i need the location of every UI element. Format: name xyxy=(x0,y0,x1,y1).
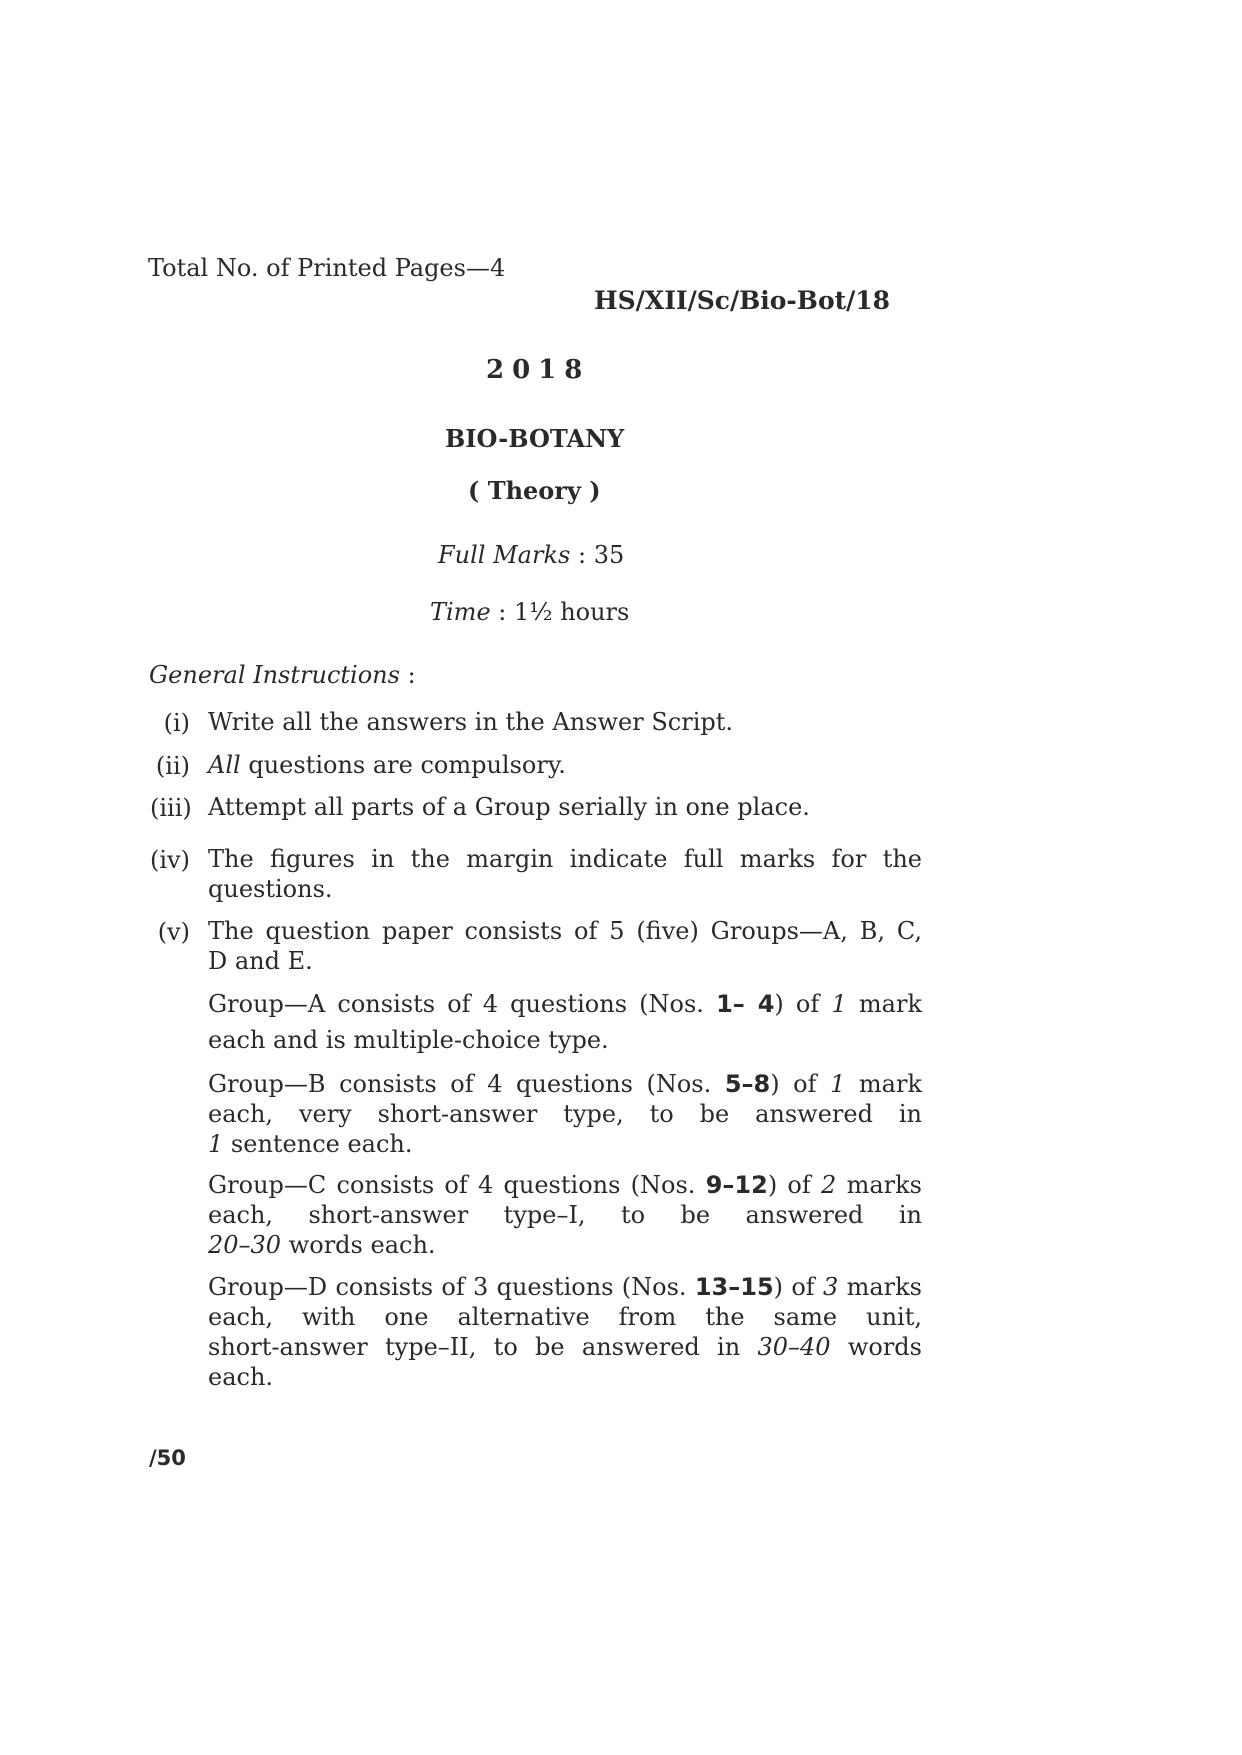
instruction-number: (v) xyxy=(157,918,190,946)
marks-word: mark xyxy=(858,1070,923,1098)
group-text: Group—C consists of 4 questions (Nos. xyxy=(208,1171,696,1199)
page-footer-code: /50 xyxy=(149,1446,186,1470)
time-label: Time xyxy=(430,598,491,626)
group-line: each. xyxy=(208,1363,274,1391)
instructions-heading xyxy=(149,661,416,689)
instruction-text: questions are compulsory. xyxy=(248,751,566,779)
full-marks-label: Full Marks xyxy=(438,541,571,569)
marks-value: 1 xyxy=(831,990,847,1018)
marks-word: marks xyxy=(846,1273,922,1301)
time-separator: : xyxy=(498,598,507,626)
marks-value: 3 xyxy=(822,1273,839,1301)
instruction-emphasis: All xyxy=(208,751,241,779)
full-marks-value: 35 xyxy=(593,541,625,569)
instructions-heading-text: General Instructions xyxy=(149,661,400,689)
instruction-item xyxy=(208,750,922,780)
instruction-line: The question paper consists of 5 (five) Groups—A, B, C, xyxy=(208,917,922,945)
group-line xyxy=(208,1129,922,1159)
instruction-item: Write all the answers in the Answer Script. xyxy=(208,708,733,736)
group-text: short-answer type–II, to be answered in xyxy=(208,1333,741,1361)
instruction-line: The figures in the margin indicate full marks for the xyxy=(208,845,922,873)
instruction-line: questions. xyxy=(208,875,333,903)
marks-word: mark xyxy=(858,990,922,1018)
group-text: ) of xyxy=(774,990,820,1018)
marks-value: 2 xyxy=(821,1171,837,1199)
time-value: 1½ hours xyxy=(514,598,630,626)
group-line xyxy=(208,1069,922,1099)
instructions-heading-separator: : xyxy=(407,661,416,689)
group-line xyxy=(208,1332,922,1362)
group-text: words each. xyxy=(288,1231,436,1259)
instruction-number: (iii) xyxy=(150,794,192,822)
paper-type: ( Theory ) xyxy=(468,476,601,505)
group-line xyxy=(208,1170,922,1200)
exam-time xyxy=(430,598,629,626)
group-text: ) of xyxy=(773,1273,815,1301)
group-text: ) of xyxy=(767,1171,811,1199)
full-marks xyxy=(438,541,624,569)
group-line: each, with one alternative from the same unit, xyxy=(208,1303,922,1331)
question-range: 5–8 xyxy=(724,1070,771,1098)
group-text: ) of xyxy=(770,1070,817,1098)
exam-year: 2018 xyxy=(486,355,591,385)
group-line xyxy=(208,1230,922,1260)
question-range: 1– 4 xyxy=(716,990,775,1018)
instruction-number: (iv) xyxy=(150,846,190,874)
group-d-description xyxy=(208,1272,922,1392)
instruction-item: Attempt all parts of a Group serially in one place. xyxy=(208,793,810,821)
question-range: 9–12 xyxy=(705,1171,768,1199)
group-text: words xyxy=(847,1333,922,1361)
group-line: each, very short-answer type, to be answered in xyxy=(208,1100,922,1128)
instruction-number: (i) xyxy=(163,709,190,737)
group-text: Group—D consists of 3 questions (Nos. xyxy=(208,1273,687,1301)
instruction-item xyxy=(208,916,922,976)
instruction-item xyxy=(208,844,922,904)
group-text: Group—B consists of 4 questions (Nos. xyxy=(208,1070,712,1098)
sentence-count: 1 xyxy=(208,1130,224,1158)
word-range: 30–40 xyxy=(757,1333,831,1361)
total-printed-pages: Total No. of Printed Pages—4 xyxy=(148,254,506,282)
instruction-line: D and E. xyxy=(208,947,313,975)
marks-word: marks xyxy=(846,1171,922,1199)
paper-code: HS/XII/Sc/Bio-Bot/18 xyxy=(594,286,891,315)
group-line: each, short-answer type–I, to be answered in xyxy=(208,1201,922,1229)
group-text: sentence each. xyxy=(230,1130,413,1158)
group-text: Group—A consists of 4 questions (Nos. xyxy=(208,990,704,1018)
word-range: 20–30 xyxy=(208,1231,282,1259)
group-a-description xyxy=(208,989,922,1055)
group-line xyxy=(208,1272,922,1302)
group-line xyxy=(208,989,922,1019)
marks-value: 1 xyxy=(830,1070,846,1098)
group-b-description xyxy=(208,1069,922,1159)
group-c-description xyxy=(208,1170,922,1260)
full-marks-separator: : xyxy=(577,541,587,569)
instruction-number: (ii) xyxy=(155,752,190,780)
subject-title: BIO-BOTANY xyxy=(445,424,625,453)
group-line: each and is multiple-choice type. xyxy=(208,1026,609,1054)
question-range: 13–15 xyxy=(694,1273,774,1301)
